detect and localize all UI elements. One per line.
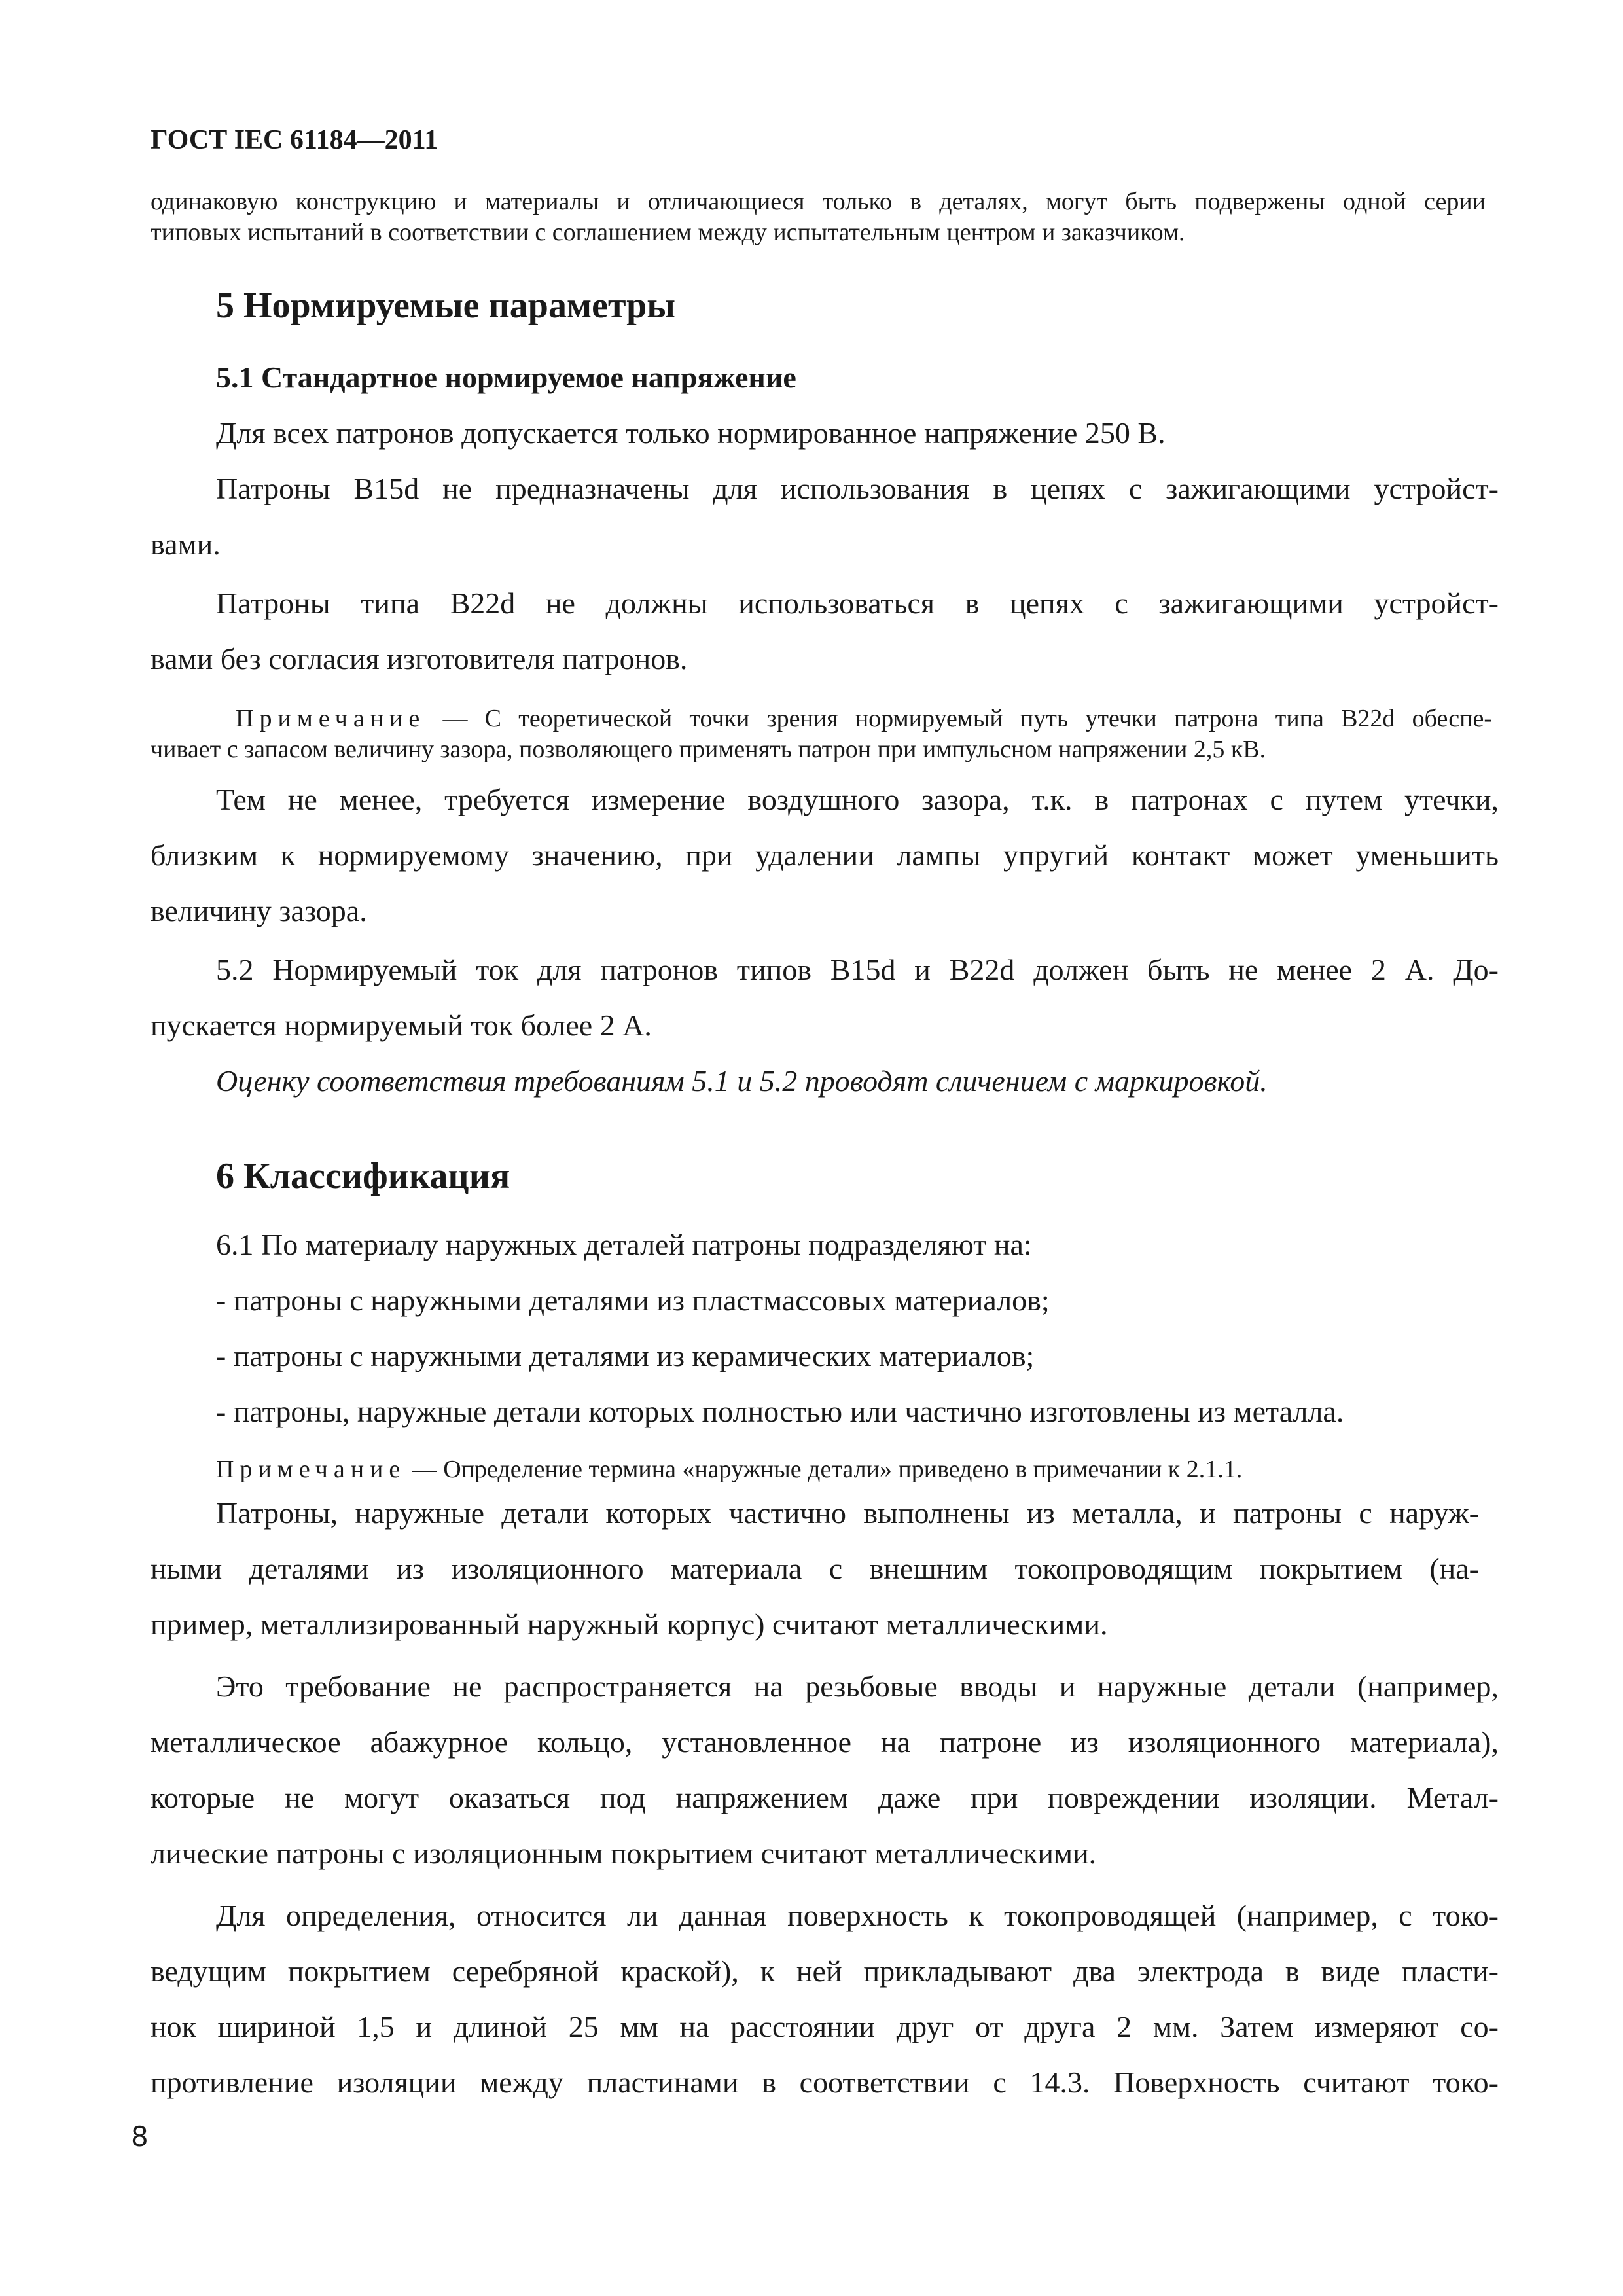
note-5-1-line-2: чивает с запасом величину зазора, позволяющего применять патрон при импульсном напряжении 2,5 кВ. <box>151 736 1266 763</box>
note-5-1-line-1 <box>236 704 1492 734</box>
paragraph-clearance-line-3: величину зазора. <box>151 894 367 927</box>
intro-line-2: типовых испытаний в соответствии с соглашением между испытательным центром и заказчиком. <box>151 219 1185 246</box>
paragraph-metal-line-1: Патроны, наружные детали которых частично выполнены из металла, и патроны с наруж- <box>216 1496 1479 1530</box>
paragraph-metal-line-3: пример, металлизированный наружный корпус) считают металлическими. <box>151 1607 1108 1641</box>
paragraph-b15d-line-1: Патроны B15d не предназначены для использования в цепях с зажигающими устройст- <box>216 472 1499 505</box>
paragraph-conductive-line-2: ведущим покрытием серебряной краской), к ней прикладывают два электрода в виде пласти- <box>151 1954 1499 1988</box>
paragraph-5-1-voltage: Для всех патронов допускается только нормированное напряжение 250 В. <box>216 416 1166 450</box>
paragraph-b22d-line-1: Патроны типа B22d не должны использоваться в цепях с зажигающими устройст- <box>216 586 1499 620</box>
list-item: - патроны с наружными деталями из пластмассовых материалов; <box>216 1283 1050 1317</box>
paragraph-requirement-line-2: металлическое абажурное кольцо, установленное на патроне из изоляционного материала), <box>151 1725 1499 1759</box>
section-6-title: 6 Классификация <box>216 1156 510 1196</box>
paragraph-requirement-line-1: Это требование не распространяется на резьбовые вводы и наружные детали (например, <box>216 1670 1499 1703</box>
paragraph-conductive-line-1: Для определения, относится ли данная поверхность к токопроводящей (например, с токо- <box>216 1899 1499 1932</box>
note-text: — Определение термина «наружные детали» приведено в примечании к 2.1.1. <box>406 1456 1243 1483</box>
standard-header: ГОСТ IEC 61184—2011 <box>151 125 438 155</box>
list-item: - патроны с наружными деталями из керамических материалов; <box>216 1339 1035 1372</box>
paragraph-b15d-line-2: вами. <box>151 528 221 561</box>
paragraph-metal-line-2: ными деталями из изоляционного материала с внешним токопроводящим покрытием (на- <box>151 1552 1479 1585</box>
paragraph-b22d-line-2: вами без согласия изготовителя патронов. <box>151 642 688 675</box>
paragraph-5-2-line-2: пускается нормируемый ток более 2 А. <box>151 1009 652 1042</box>
paragraph-conductive-line-3: нок шириной 1,5 и длиной 25 мм на расстоянии друг от друга 2 мм. Затем измеряют со- <box>151 2010 1499 2043</box>
section-5-title: 5 Нормируемые параметры <box>216 285 675 326</box>
note-text: — С теоретической точки зрения нормируемый путь утечки патрона типа B22d обеспе- <box>425 705 1492 732</box>
list-item: - патроны, наружные детали которых полностью или частично изготовлены из металла. <box>216 1395 1344 1428</box>
assessment-note: Оценку соответствия требованиям 5.1 и 5.2 проводят сличением с маркировкой. <box>216 1064 1268 1098</box>
section-5-1-title: 5.1 Стандартное нормируемое напряжение <box>216 361 796 394</box>
intro-line-1: одинаковую конструкцию и материалы и отличающиеся только в деталях, могут быть подвержены одной серии <box>151 188 1486 215</box>
paragraph-requirement-line-4: лические патроны с изоляционным покрытием считают металлическими. <box>151 1837 1097 1870</box>
note-6-1 <box>216 1454 1242 1484</box>
paragraph-clearance-line-1: Тем не менее, требуется измерение воздушного зазора, т.к. в патронах с путем утечки, <box>216 783 1499 816</box>
note-label: Примечание <box>236 705 426 732</box>
page-number: 8 <box>131 2121 149 2153</box>
paragraph-conductive-line-4: противление изоляции между пластинами в соответствии с 14.3. Поверхность считают токо- <box>151 2066 1499 2099</box>
paragraph-clearance-line-2: близким к нормируемому значению, при удалении лампы упругий контакт может уменьшить <box>151 838 1499 872</box>
paragraph-5-2-line-1: 5.2 Нормируемый ток для патронов типов B15d и B22d должен быть не менее 2 А. До- <box>216 953 1499 986</box>
paragraph-requirement-line-3: которые не могут оказаться под напряжением даже при повреждении изоляции. Метал- <box>151 1781 1499 1814</box>
paragraph-6-1: 6.1 По материалу наружных деталей патроны подразделяют на: <box>216 1228 1032 1261</box>
note-label: Примечание <box>216 1456 406 1483</box>
